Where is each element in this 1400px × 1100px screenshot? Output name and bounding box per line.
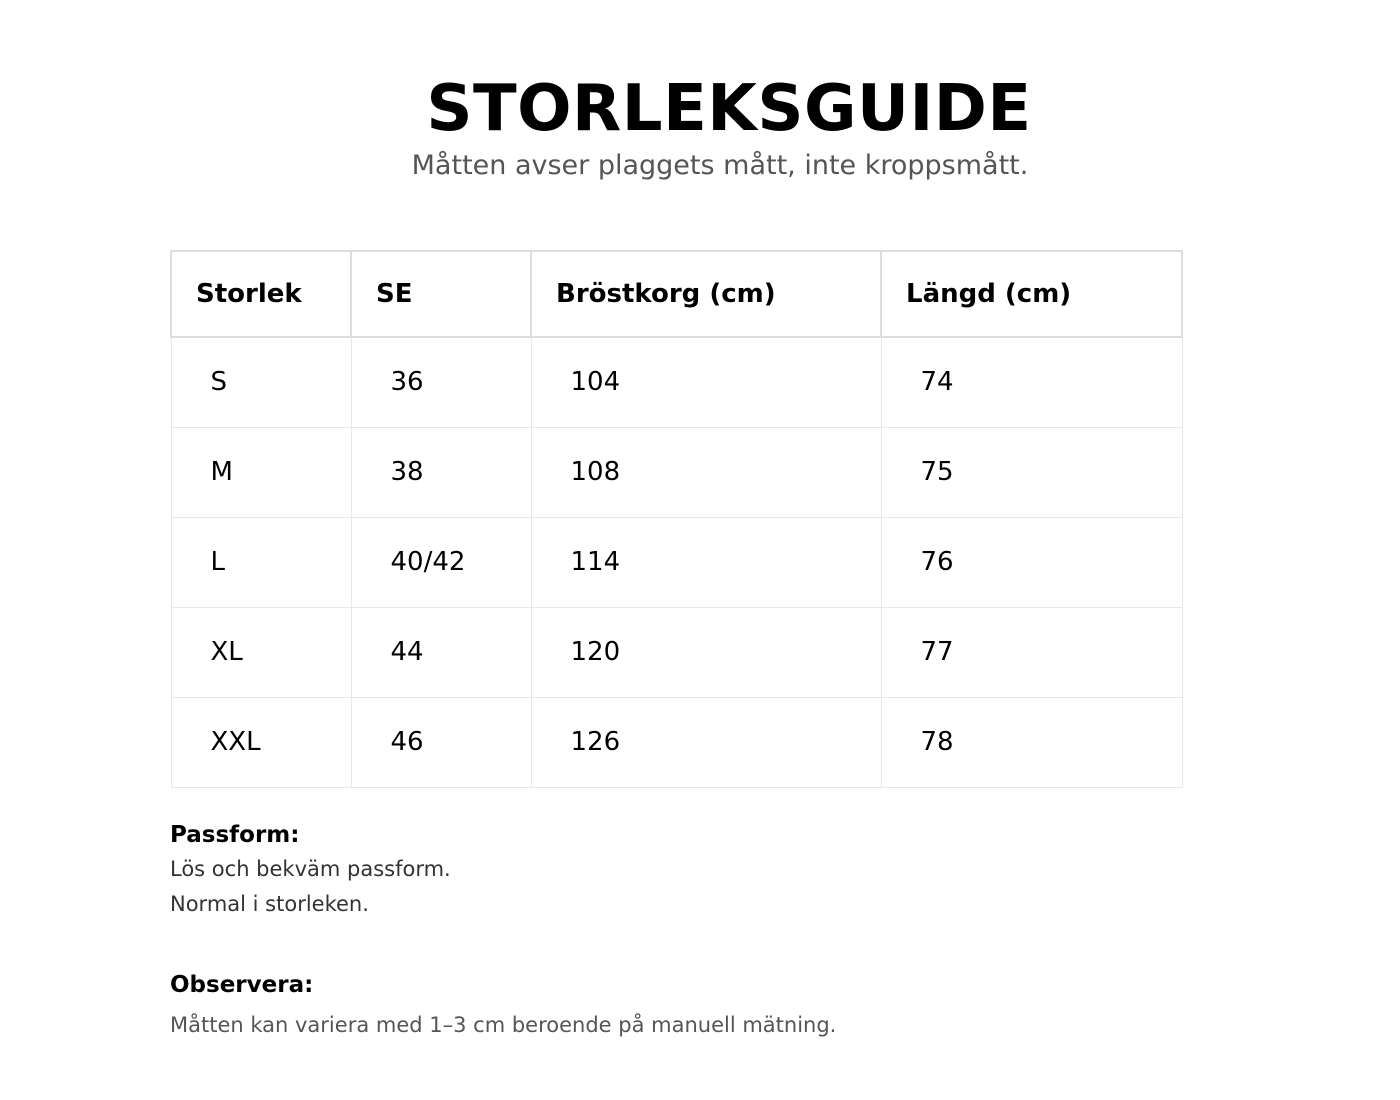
cell-length: 76 <box>881 517 1182 607</box>
size-table <box>170 250 1183 788</box>
table-row <box>171 337 1182 427</box>
cell-size: XL <box>171 607 351 697</box>
cell-length: 77 <box>881 607 1182 697</box>
cell-length: 78 <box>881 697 1182 787</box>
cell-chest: 108 <box>531 427 881 517</box>
cell-se: 36 <box>351 337 531 427</box>
page-title: STORLEKSGUIDE <box>426 72 1032 146</box>
column-header-size: Storlek <box>171 251 351 337</box>
note-text: Måtten kan variera med 1–3 cm beroende på manuell mätning. <box>170 1013 837 1037</box>
fit-heading: Passform: <box>170 822 300 848</box>
cell-chest: 126 <box>531 697 881 787</box>
table-header-row <box>171 251 1182 337</box>
cell-se: 44 <box>351 607 531 697</box>
cell-se: 38 <box>351 427 531 517</box>
cell-size: S <box>171 337 351 427</box>
cell-chest: 114 <box>531 517 881 607</box>
page-subtitle: Måtten avser plaggets mått, inte kroppsmått. <box>411 150 1029 181</box>
table-row <box>171 517 1182 607</box>
fit-line: Normal i storleken. <box>170 892 369 916</box>
cell-chest: 120 <box>531 607 881 697</box>
cell-size: L <box>171 517 351 607</box>
note-heading: Observera: <box>170 972 314 998</box>
cell-length: 74 <box>881 337 1182 427</box>
table-row <box>171 607 1182 697</box>
column-header-se: SE <box>351 251 531 337</box>
cell-length: 75 <box>881 427 1182 517</box>
cell-size: XXL <box>171 697 351 787</box>
cell-se: 46 <box>351 697 531 787</box>
cell-chest: 104 <box>531 337 881 427</box>
cell-size: M <box>171 427 351 517</box>
table-row <box>171 697 1182 787</box>
column-header-chest: Bröstkorg (cm) <box>531 251 881 337</box>
column-header-length: Längd (cm) <box>881 251 1182 337</box>
fit-section <box>170 818 1170 922</box>
fit-line: Lös och bekväm passform. <box>170 857 451 881</box>
cell-se: 40/42 <box>351 517 531 607</box>
table-row <box>171 427 1182 517</box>
note-section <box>170 968 1170 1043</box>
